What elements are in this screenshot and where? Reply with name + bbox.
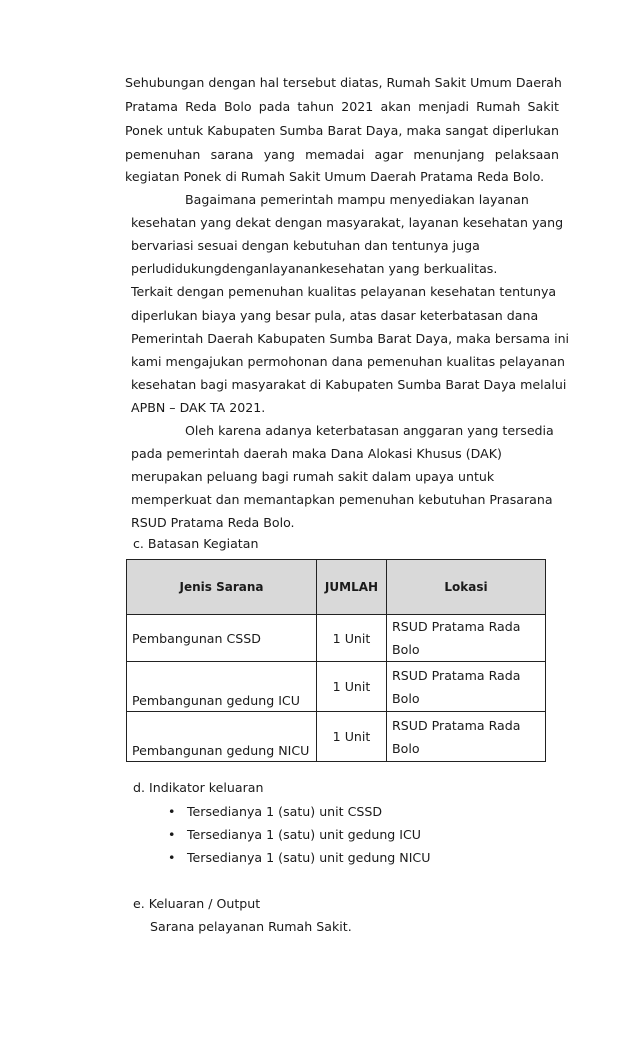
lokasi-line-2: Bolo bbox=[392, 740, 420, 756]
header-jumlah: JUMLAH bbox=[317, 560, 387, 615]
bullet-icon: • bbox=[168, 850, 176, 865]
paragraph3-line-2: pada pemerintah daerah maka Dana Alokasi Khusus (DAK) bbox=[131, 446, 502, 461]
paragraph1-line-3: Ponek untuk Kabupaten Sumba Barat Daya, maka sangat diperlukan bbox=[125, 123, 559, 138]
cell-jenis: Pembangunan gedung ICU bbox=[127, 662, 317, 712]
bullet-icon: • bbox=[168, 827, 176, 842]
cell-lokasi bbox=[387, 615, 546, 662]
cell-jenis: Pembangunan CSSD bbox=[127, 615, 317, 662]
indikator-list bbox=[168, 800, 430, 869]
section-e-text: Sarana pelayanan Rumah Sakit. bbox=[150, 919, 352, 934]
paragraph2-line-10: APBN – DAK TA 2021. bbox=[131, 400, 266, 415]
paragraph2-line-1: Bagaimana pemerintah mampu menyediakan layanan bbox=[185, 192, 529, 207]
cell-lokasi bbox=[387, 662, 546, 712]
paragraph3-line-3: merupakan peluang bagi rumah sakit dalam upaya untuk bbox=[131, 469, 495, 484]
header-lokasi: Lokasi bbox=[387, 560, 546, 615]
paragraph1-line-5: kegiatan Ponek di Rumah Sakit Umum Daerah Pratama Reda Bolo. bbox=[125, 169, 545, 184]
table-header-row bbox=[127, 560, 546, 615]
section-d-heading: d. Indikator keluaran bbox=[133, 780, 264, 795]
lokasi-line-1: RSUD Pratama Rada bbox=[392, 717, 521, 733]
paragraph2-line-4: perludidukungdenganlayanankesehatan yang berkualitas. bbox=[131, 261, 498, 276]
paragraph3-line-1: Oleh karena adanya keterbatasan anggaran yang tersedia bbox=[185, 423, 554, 438]
cell-jenis: Pembangunan gedung NICU bbox=[127, 712, 317, 762]
paragraph2-line-5: Terkait dengan pemenuhan kualitas pelayanan kesehatan tentunya bbox=[131, 284, 557, 299]
lokasi-line-1: RSUD Pratama Rada bbox=[392, 619, 521, 634]
bullet-icon: • bbox=[168, 804, 176, 819]
paragraph3-line-5: RSUD Pratama Reda Bolo. bbox=[131, 515, 295, 530]
paragraph2-line-9: kesehatan bagi masyarakat di Kabupaten Sumba Barat Daya melalui bbox=[131, 377, 567, 392]
list-item bbox=[168, 823, 430, 846]
paragraph2-line-7: Pemerintah Daerah Kabupaten Sumba Barat Daya, maka bersama ini bbox=[131, 331, 570, 346]
paragraph2-line-6: diperlukan biaya yang besar pula, atas dasar keterbatasan dana bbox=[131, 308, 539, 323]
table-row bbox=[127, 662, 546, 712]
section-c-heading: c. Batasan Kegiatan bbox=[133, 536, 259, 551]
list-item bbox=[168, 846, 430, 869]
list-item bbox=[168, 800, 430, 823]
cell-jumlah: 1 Unit bbox=[317, 662, 387, 712]
paragraph2-line-8: kami mengajukan permohonan dana pemenuhan kualitas pelayanan bbox=[131, 354, 566, 369]
paragraph3-line-4: memperkuat dan memantapkan pemenuhan kebutuhan Prasarana bbox=[131, 492, 553, 507]
cell-jumlah: 1 Unit bbox=[317, 615, 387, 662]
batasan-kegiatan-table bbox=[126, 559, 546, 762]
header-jenis-sarana: Jenis Sarana bbox=[127, 560, 317, 615]
lokasi-line-2: Bolo bbox=[392, 642, 420, 657]
paragraph1-line-4: pemenuhan sarana yang memadai agar menunjang pelaksaan bbox=[125, 147, 559, 162]
paragraph1-line-2: Pratama Reda Bolo pada tahun 2021 akan menjadi Rumah Sakit bbox=[125, 99, 559, 114]
table-row bbox=[127, 615, 546, 662]
paragraph2-line-3: bervariasi sesuai dengan kebutuhan dan tentunya juga bbox=[131, 238, 480, 253]
list-item-text: Tersedianya 1 (satu) unit gedung NICU bbox=[187, 850, 431, 865]
table-row bbox=[127, 712, 546, 762]
section-e-heading: e. Keluaran / Output bbox=[133, 896, 261, 911]
paragraph2-line-2: kesehatan yang dekat dengan masyarakat, layanan kesehatan yang bbox=[131, 215, 564, 230]
list-item-text: Tersedianya 1 (satu) unit gedung ICU bbox=[187, 827, 422, 842]
paragraph1-line-1: Sehubungan dengan hal tersebut diatas, Rumah Sakit Umum Daerah bbox=[125, 75, 562, 90]
cell-lokasi bbox=[387, 712, 546, 762]
lokasi-line-2: Bolo bbox=[392, 690, 420, 706]
list-item-text: Tersedianya 1 (satu) unit CSSD bbox=[187, 804, 383, 819]
cell-jumlah: 1 Unit bbox=[317, 712, 387, 762]
lokasi-line-1: RSUD Pratama Rada bbox=[392, 667, 521, 683]
